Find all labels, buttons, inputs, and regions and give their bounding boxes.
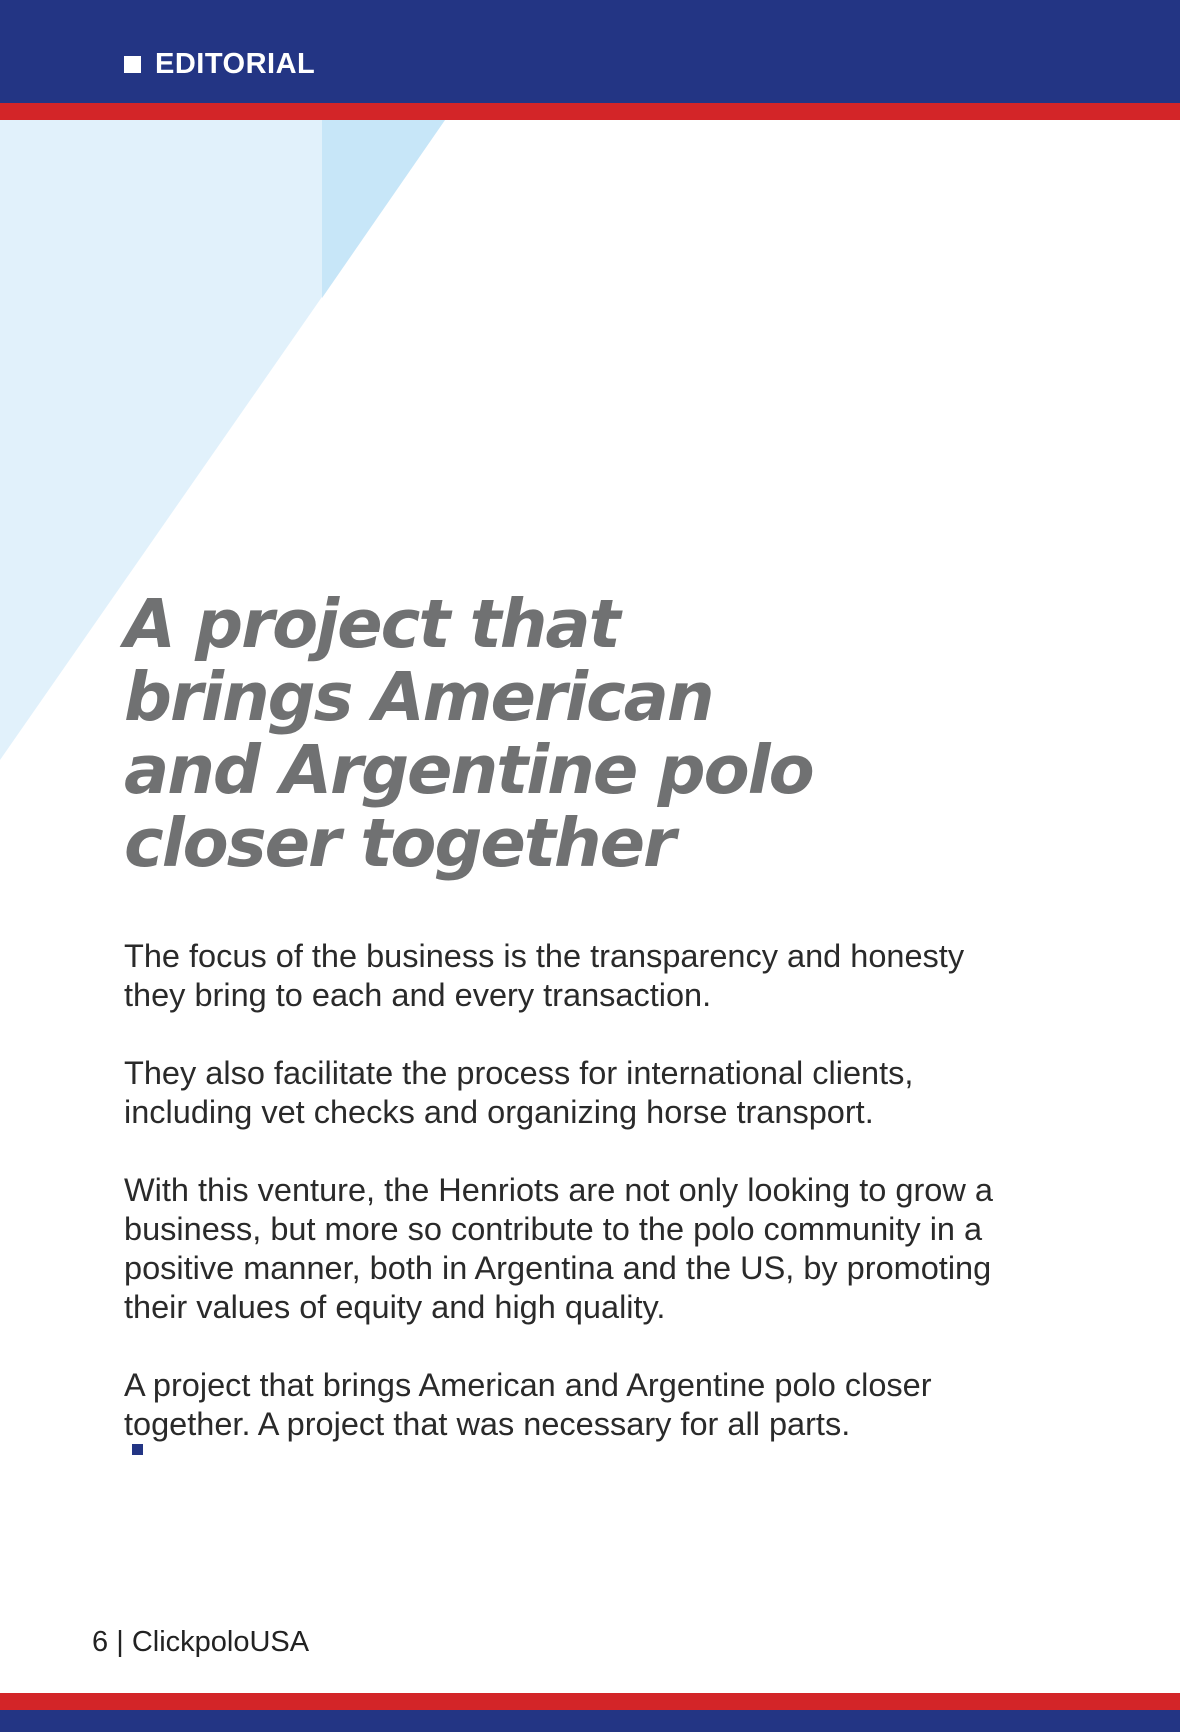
article-body (124, 937, 1084, 1494)
paragraph-line: positive manner, both in Argentina and the US, by promoting (124, 1250, 992, 1286)
paragraph-line: A project that brings American and Argentine polo closer (124, 1367, 932, 1403)
headline-line: closer together (124, 804, 675, 882)
paragraph (124, 1366, 1084, 1455)
publication-name: ClickpoloUSA (131, 1626, 310, 1658)
paragraph-line: business, but more so contribute to the polo community in a (124, 1211, 983, 1247)
section-label (124, 50, 315, 79)
square-bullet-icon (124, 56, 141, 73)
page-number: 6 (92, 1626, 109, 1658)
headline-line: and Argentine polo (124, 731, 813, 809)
paragraph-line-text: together. A project that was necessary for all parts. (124, 1406, 851, 1442)
paragraph-line: With this venture, the Henriots are not only looking to grow a (124, 1172, 993, 1208)
header-red-stripe (0, 103, 1180, 120)
paragraph-line: including vet checks and organizing horse transport. (124, 1094, 874, 1130)
paragraph (124, 937, 1084, 1015)
footer-separator: | (116, 1626, 124, 1658)
headline-line: brings American (124, 658, 713, 736)
end-of-article-icon (132, 1444, 143, 1455)
mid-blue-triangle (322, 120, 445, 298)
paragraph-line: they bring to each and every transaction. (124, 977, 712, 1013)
paragraph-line-last (124, 1405, 1084, 1455)
paragraph (124, 1054, 1084, 1132)
page-footer (92, 1628, 309, 1657)
paragraph (124, 1171, 1084, 1327)
paragraph-line: The focus of the business is the transparency and honesty (124, 938, 965, 974)
footer-bar (0, 1710, 1180, 1732)
paragraph-line: They also facilitate the process for international clients, (124, 1055, 914, 1091)
paragraph-line: their values of equity and high quality. (124, 1289, 666, 1325)
section-title: EDITORIAL (155, 48, 316, 80)
headline-line: A project that (124, 585, 619, 663)
footer-red-stripe (0, 1693, 1180, 1710)
article-headline (124, 585, 1024, 882)
